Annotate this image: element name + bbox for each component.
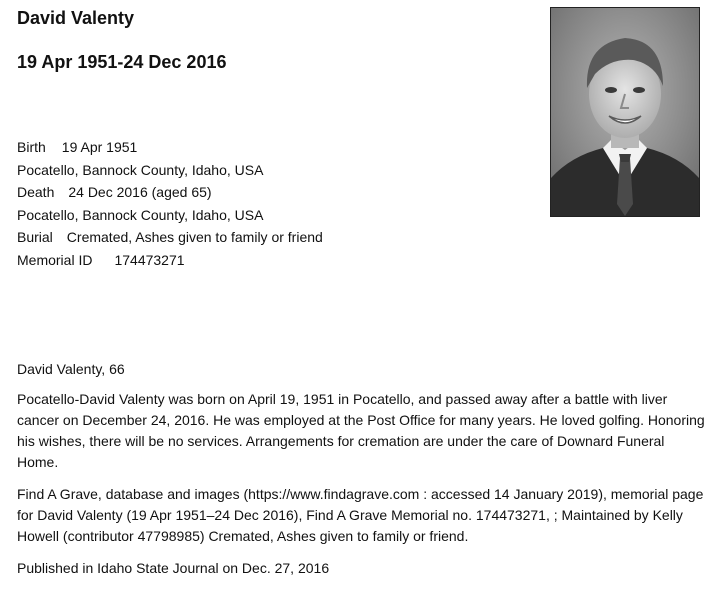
- birth-row: [17, 136, 323, 159]
- burial-label: Burial: [17, 229, 53, 246]
- portrait-photo-icon: [551, 8, 699, 216]
- obituary-section: [17, 359, 707, 590]
- death-place: Pocatello, Bannock County, Idaho, USA: [17, 206, 264, 223]
- person-name: David Valenty: [17, 8, 135, 28]
- lifespan-dates: 19 Apr 1951-24 Dec 2016: [17, 52, 227, 72]
- portrait-photo: [550, 7, 700, 217]
- birth-label: Birth: [17, 139, 46, 155]
- vital-facts: [17, 136, 323, 272]
- death-label: Death: [17, 184, 55, 201]
- birth-date: 19 Apr 1951: [61, 139, 138, 155]
- obituary-body: Pocatello-David Valenty was born on April 19, 1951 in Pocatello, and passed away after a battle with liver cancer on December 24, 2016. He was employed at the Post Office for many years. He loved golfing. Honoring his wishes, there will be no services. Arrangements for cremation are under the care of Downard Funeral Home.: [17, 391, 705, 470]
- birth-place: Pocatello, Bannock County, Idaho, USA: [17, 161, 264, 178]
- memorial-row: [17, 249, 323, 272]
- burial-row: [17, 226, 323, 249]
- citation-text: Find A Grave, database and images (https://www.findagrave.com : accessed 14 January 2019), memorial page for David Valenty (19 Apr 1951–24 Dec 2016), Find A Grave Memorial no. 174473271, ; Maintained by Kelly Howell (contributor 47798985) Cremated, Ashes given to family or friend.: [17, 486, 704, 544]
- death-row: [17, 181, 323, 204]
- published-note: Published in Idaho State Journal on Dec. 27, 2016: [17, 560, 330, 576]
- death-date: 24 Dec 2016 (aged 65): [68, 184, 212, 201]
- obituary-heading: David Valenty, 66: [17, 361, 125, 377]
- burial-value: Cremated, Ashes given to family or friend: [66, 229, 323, 246]
- memorial-id: 174473271: [114, 251, 185, 268]
- memorial-label: Memorial ID: [17, 251, 93, 268]
